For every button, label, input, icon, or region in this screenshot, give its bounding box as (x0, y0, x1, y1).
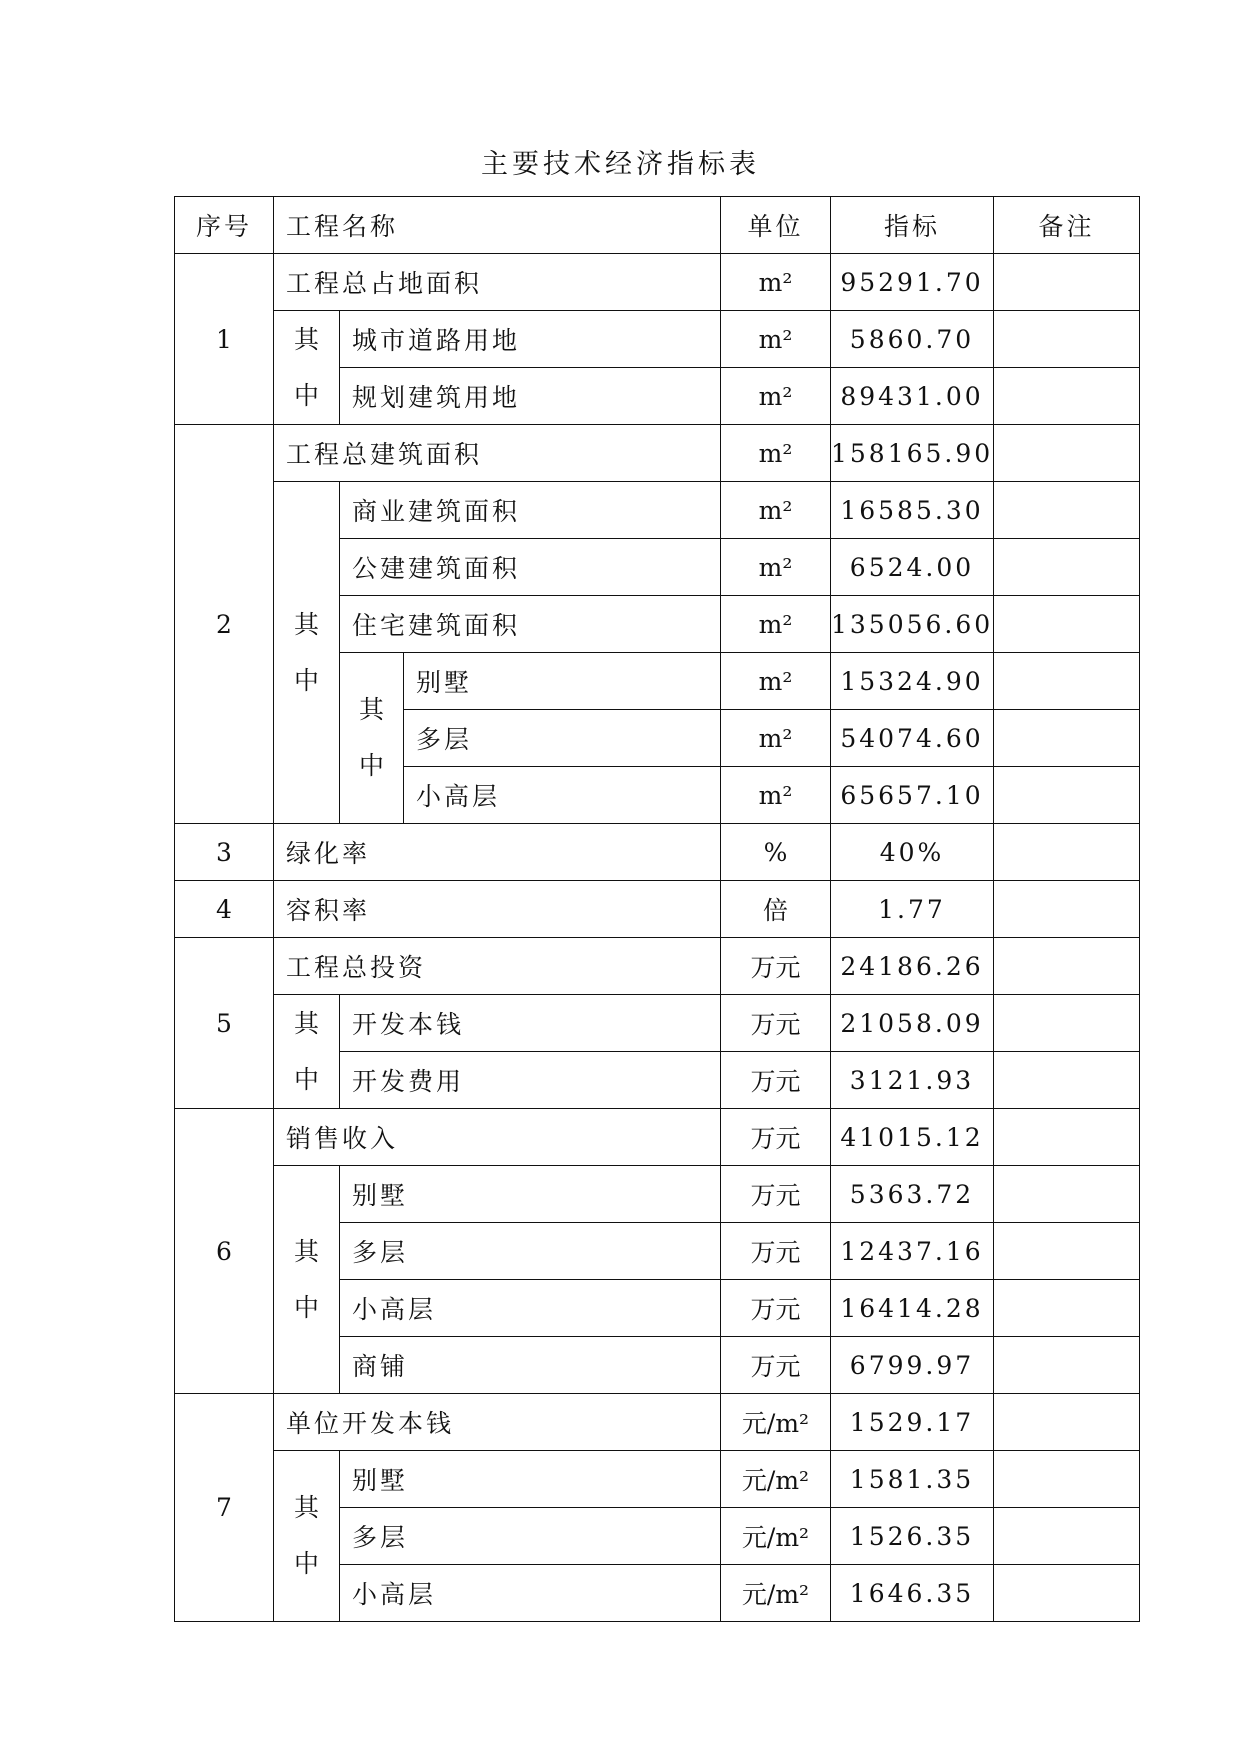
row-value: 1581.35 (831, 1451, 994, 1508)
row-unit: 元/m² (721, 1508, 831, 1565)
row-unit: 万元 (721, 1280, 831, 1337)
row-unit: 万元 (721, 995, 831, 1052)
row-value: 15324.90 (831, 653, 994, 710)
row-value: 41015.12 (831, 1109, 994, 1166)
row-value: 24186.26 (831, 938, 994, 995)
row-name: 多层 (340, 1223, 721, 1280)
row-value: 135056.60 (831, 596, 994, 653)
row-note (994, 254, 1140, 311)
row-name: 住宅建筑面积 (340, 596, 721, 653)
row-name: 开发本钱 (340, 995, 721, 1052)
row-value: 3121.93 (831, 1052, 994, 1109)
qizhong-label: 其 中 (274, 1166, 340, 1394)
row-seq: 1 (175, 254, 274, 425)
row-name: 小高层 (340, 1280, 721, 1337)
row-name: 城市道路用地 (340, 311, 721, 368)
header-unit: 单位 (721, 197, 831, 254)
row-note (994, 1166, 1140, 1223)
row-seq: 7 (175, 1394, 274, 1622)
row-note (994, 653, 1140, 710)
row-value: 95291.70 (831, 254, 994, 311)
row-unit: 元/m² (721, 1565, 831, 1622)
row-unit: m² (721, 539, 831, 596)
row-unit: 万元 (721, 1223, 831, 1280)
row-value: 5363.72 (831, 1166, 994, 1223)
row-unit: m² (721, 368, 831, 425)
row-note (994, 368, 1140, 425)
row-name: 工程总投资 (274, 938, 721, 995)
row-name: 规划建筑用地 (340, 368, 721, 425)
row-value: 1.77 (831, 881, 994, 938)
row-name: 多层 (340, 1508, 721, 1565)
row-seq: 3 (175, 824, 274, 881)
table-header-row (175, 197, 1140, 254)
row-unit: m² (721, 653, 831, 710)
row-value: 65657.10 (831, 767, 994, 824)
row-value: 21058.09 (831, 995, 994, 1052)
table-row (175, 1109, 1140, 1166)
header-seq: 序号 (175, 197, 274, 254)
row-unit: 倍 (721, 881, 831, 938)
row-note (994, 539, 1140, 596)
table-row (175, 425, 1140, 482)
row-name: 工程总建筑面积 (274, 425, 721, 482)
page-title: 主要技术经济指标表 (481, 149, 760, 180)
header-value: 指标 (831, 197, 994, 254)
row-value: 12437.16 (831, 1223, 994, 1280)
row-seq: 2 (175, 425, 274, 824)
row-name: 别墅 (404, 653, 721, 710)
row-value: 1526.35 (831, 1508, 994, 1565)
row-note (994, 425, 1140, 482)
row-note (994, 1565, 1140, 1622)
row-note (994, 1508, 1140, 1565)
row-value: 1529.17 (831, 1394, 994, 1451)
row-name: 商业建筑面积 (340, 482, 721, 539)
header-note: 备注 (994, 197, 1140, 254)
row-note (994, 881, 1140, 938)
row-value: 6524.00 (831, 539, 994, 596)
row-unit: m² (721, 482, 831, 539)
table-row (175, 311, 1140, 368)
row-unit: m² (721, 425, 831, 482)
row-name: 绿化率 (274, 824, 721, 881)
row-seq: 6 (175, 1109, 274, 1394)
row-value: 89431.00 (831, 368, 994, 425)
row-unit: m² (721, 596, 831, 653)
table-row (175, 938, 1140, 995)
row-note (994, 1052, 1140, 1109)
row-name: 销售收入 (274, 1109, 721, 1166)
row-value: 16585.30 (831, 482, 994, 539)
row-unit: m² (721, 311, 831, 368)
row-note (994, 1337, 1140, 1394)
qizhong-label: 其 中 (274, 995, 340, 1109)
row-note (994, 767, 1140, 824)
row-name: 别墅 (340, 1166, 721, 1223)
qizhong-label: 其 中 (274, 311, 340, 425)
row-note (994, 1394, 1140, 1451)
row-name: 多层 (404, 710, 721, 767)
row-name: 开发费用 (340, 1052, 721, 1109)
header-name: 工程名称 (274, 197, 721, 254)
table-row (175, 1394, 1140, 1451)
row-value: 40% (831, 824, 994, 881)
indicator-table (174, 196, 1140, 1622)
row-unit: m² (721, 254, 831, 311)
row-note (994, 311, 1140, 368)
qizhong-label: 其 中 (340, 653, 404, 824)
qizhong-label: 其 中 (274, 1451, 340, 1622)
row-seq: 4 (175, 881, 274, 938)
qizhong-label: 其 中 (274, 482, 340, 824)
row-name: 商铺 (340, 1337, 721, 1394)
row-unit: 万元 (721, 1166, 831, 1223)
row-note (994, 938, 1140, 995)
row-value: 158165.90 (831, 425, 994, 482)
row-name: 小高层 (404, 767, 721, 824)
row-note (994, 596, 1140, 653)
row-note (994, 1109, 1140, 1166)
table-row (175, 1451, 1140, 1508)
row-unit: % (721, 824, 831, 881)
row-seq: 5 (175, 938, 274, 1109)
table-row (175, 881, 1140, 938)
row-note (994, 482, 1140, 539)
row-note (994, 824, 1140, 881)
row-note (994, 710, 1140, 767)
row-name: 别墅 (340, 1451, 721, 1508)
row-unit: 元/m² (721, 1451, 831, 1508)
row-name: 容积率 (274, 881, 721, 938)
row-note (994, 1280, 1140, 1337)
row-unit: 元/m² (721, 1394, 831, 1451)
row-unit: 万元 (721, 938, 831, 995)
row-unit: 万元 (721, 1052, 831, 1109)
row-unit: m² (721, 710, 831, 767)
row-note (994, 995, 1140, 1052)
row-note (994, 1451, 1140, 1508)
row-unit: 万元 (721, 1109, 831, 1166)
row-value: 1646.35 (831, 1565, 994, 1622)
row-name: 公建建筑面积 (340, 539, 721, 596)
table-row (175, 824, 1140, 881)
row-name: 工程总占地面积 (274, 254, 721, 311)
table-row (175, 995, 1140, 1052)
row-unit: m² (721, 767, 831, 824)
row-value: 54074.60 (831, 710, 994, 767)
row-name: 小高层 (340, 1565, 721, 1622)
row-value: 16414.28 (831, 1280, 994, 1337)
row-name: 单位开发本钱 (274, 1394, 721, 1451)
table-row (175, 1166, 1140, 1223)
row-note (994, 1223, 1140, 1280)
row-value: 6799.97 (831, 1337, 994, 1394)
row-value: 5860.70 (831, 311, 994, 368)
table-row (175, 254, 1140, 311)
row-unit: 万元 (721, 1337, 831, 1394)
table-row (175, 482, 1140, 539)
